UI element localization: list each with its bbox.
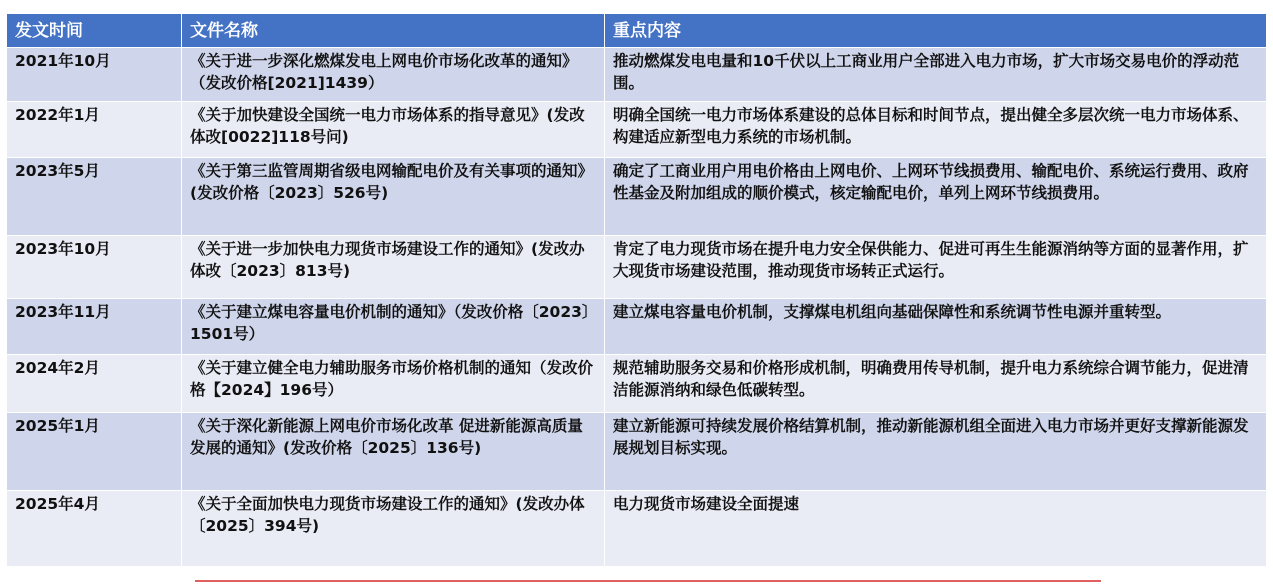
- table-row: [7, 413, 1267, 491]
- cell-date: 2023年5月: [7, 158, 182, 236]
- cell-document-name: 《关于进一步加快电力现货市场建设工作的通知》(发改办体改〔2023〕813号): [182, 236, 605, 299]
- table-row: [7, 48, 1267, 102]
- cell-date: 2022年1月: [7, 102, 182, 158]
- cell-document-name: 《关于加快建设全国统一电力市场体系的指导意见》(发改体改[0022]118号问): [182, 102, 605, 158]
- cell-key-content: 确定了工商业用户用电价格由上网电价、上网环节线损费用、输配电价、系统运行费用、政府性基金及附加组成的顺价模式，核定输配电价，单列上网环节线损费用。: [605, 158, 1267, 236]
- table-row: [7, 158, 1267, 236]
- cell-document-name: 《关于建立煤电容量电价机制的通知》（发改价格〔2023〕1501号）: [182, 299, 605, 355]
- cell-key-content: 肯定了电力现货市场在提升电力安全保供能力、促进可再生生能源消纳等方面的显著作用，扩大现货市场建设范围，推动现货市场转正式运行。: [605, 236, 1267, 299]
- cell-date: 2023年10月: [7, 236, 182, 299]
- table-row: [7, 102, 1267, 158]
- cell-key-content: 推动燃煤发电电量和10千伏以上工商业用户全部进入电力市场，扩大市场交易电价的浮动范围。: [605, 48, 1267, 102]
- cell-date: 2024年2月: [7, 355, 182, 413]
- header-date: 发文时间: [7, 14, 182, 48]
- header-document-name: 文件名称: [182, 14, 605, 48]
- cell-date: 2023年11月: [7, 299, 182, 355]
- cell-key-content: 建立煤电容量电价机制，支撑煤电机组向基础保障性和系统调节性电源并重转型。: [605, 299, 1267, 355]
- cell-key-content: 电力现货市场建设全面提速: [605, 491, 1267, 567]
- bottom-divider: [195, 580, 1101, 582]
- cell-document-name: 《关于进一步深化燃煤发电上网电价市场化改革的通知》（发改价格[2021]1439）: [182, 48, 605, 102]
- cell-document-name: 《关于深化新能源上网电价市场化改革 促进新能源高质量发展的通知》(发改价格〔2025〕136号): [182, 413, 605, 491]
- cell-document-name: 《关于建立健全电力辅助服务市场价格机制的通知（发改价格【2024】196号）: [182, 355, 605, 413]
- cell-document-name: 《关于第三监管周期省级电网输配电价及有关事项的通知》(发改价格〔2023〕526号): [182, 158, 605, 236]
- cell-key-content: 规范辅助服务交易和价格形成机制，明确费用传导机制，提升电力系统综合调节能力，促进清洁能源消纳和绿色低碳转型。: [605, 355, 1267, 413]
- cell-date: 2025年1月: [7, 413, 182, 491]
- table-row: [7, 491, 1267, 567]
- policy-table: [6, 13, 1267, 567]
- header-key-content: 重点内容: [605, 14, 1267, 48]
- cell-date: 2021年10月: [7, 48, 182, 102]
- cell-key-content: 建立新能源可持续发展价格结算机制，推动新能源机组全面进入电力市场并更好支撑新能源发展规划目标实现。: [605, 413, 1267, 491]
- table-row: [7, 236, 1267, 299]
- cell-key-content: 明确全国统一电力市场体系建设的总体目标和时间节点，提出健全多层次统一电力市场体系、构建适应新型电力系统的市场机制。: [605, 102, 1267, 158]
- table-row: [7, 299, 1267, 355]
- table-row: [7, 355, 1267, 413]
- cell-date: 2025年4月: [7, 491, 182, 567]
- cell-document-name: 《关于全面加快电力现货市场建设工作的通知》(发改办体〔2025〕394号): [182, 491, 605, 567]
- table-header-row: [7, 14, 1267, 48]
